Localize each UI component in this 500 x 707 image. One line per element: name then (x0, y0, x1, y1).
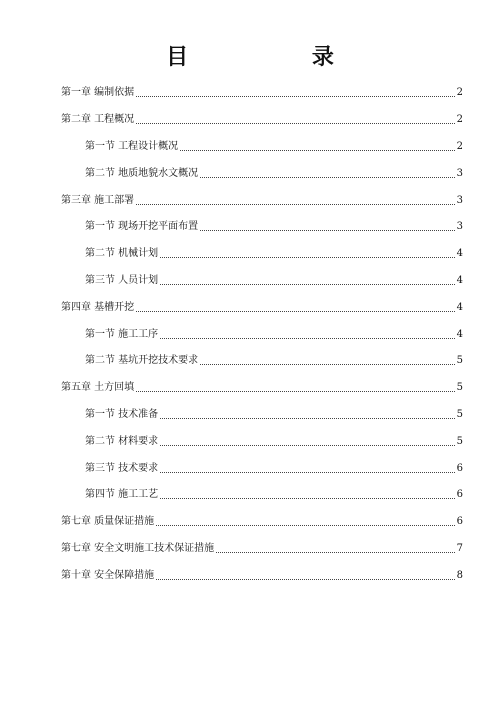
toc-entry-title: 第十章 安全保障措施 (61, 569, 155, 581)
toc-chapter-entry[interactable] (61, 107, 463, 134)
toc-dot-leader (160, 417, 454, 419)
toc-entry-title: 第一节 施工工序 (85, 328, 159, 340)
toc-section-entry[interactable] (61, 321, 463, 348)
toc-entry-title: 第一节 技术准备 (85, 408, 159, 420)
page-title: 目 录 (166, 44, 392, 70)
toc-dot-leader (156, 578, 454, 580)
toc-page-number: 6 (456, 462, 463, 474)
toc-chapter-entry[interactable] (61, 80, 463, 107)
toc-entry-title: 第一节 工程设计概况 (85, 140, 179, 152)
toc-dot-leader (160, 444, 454, 446)
toc-dot-leader (136, 310, 454, 312)
toc-page-number: 5 (456, 382, 463, 394)
toc-page-number: 5 (456, 408, 463, 420)
toc-section-entry[interactable] (61, 268, 463, 295)
toc-page-number: 7 (456, 542, 463, 554)
toc-entry-title: 第三节 技术要求 (85, 462, 159, 474)
toc-chapter-entry[interactable] (61, 536, 463, 563)
toc-entry-title: 第三节 人员计划 (85, 274, 159, 286)
toc-entry-title: 第五章 土方回填 (61, 382, 135, 394)
toc-page-number: 3 (456, 194, 463, 206)
toc-dot-leader (136, 203, 454, 205)
toc-dot-leader (216, 551, 454, 553)
toc-entry-title: 第二节 机械计划 (85, 248, 159, 260)
toc-dot-leader (160, 471, 454, 473)
toc-section-entry[interactable] (61, 482, 463, 509)
toc-page-number: 4 (456, 301, 463, 313)
toc-entry-title: 第二章 工程概况 (61, 114, 135, 126)
toc-entry-title: 第二节 材料要求 (85, 435, 159, 447)
toc-entry-title: 第四节 施工工艺 (85, 489, 159, 501)
toc-page-number: 5 (456, 435, 463, 447)
toc-section-entry[interactable] (61, 348, 463, 375)
toc-page-number: 3 (456, 221, 463, 233)
toc-page-number: 4 (456, 328, 463, 340)
toc-page-number: 5 (456, 355, 463, 367)
table-of-contents (61, 80, 463, 589)
toc-entry-title: 第二节 地质地貌水文概况 (85, 167, 199, 179)
toc-dot-leader (200, 363, 454, 365)
toc-section-entry[interactable] (61, 402, 463, 429)
toc-section-entry[interactable] (61, 160, 463, 187)
toc-page-number: 2 (456, 114, 463, 126)
toc-dot-leader (200, 229, 454, 231)
toc-entry-title: 第二节 基坑开挖技术要求 (85, 355, 199, 367)
toc-chapter-entry[interactable] (61, 375, 463, 402)
toc-chapter-entry[interactable] (61, 187, 463, 214)
toc-page-number: 3 (456, 167, 463, 179)
toc-chapter-entry[interactable] (61, 294, 463, 321)
toc-dot-leader (160, 337, 454, 339)
toc-dot-leader (160, 283, 454, 285)
toc-dot-leader (156, 524, 454, 526)
toc-dot-leader (136, 95, 454, 97)
toc-entry-title: 第三章 施工部署 (61, 194, 135, 206)
toc-dot-leader (160, 256, 454, 258)
toc-chapter-entry[interactable] (61, 562, 463, 589)
toc-section-entry[interactable] (61, 134, 463, 161)
toc-section-entry[interactable] (61, 455, 463, 482)
toc-page-number: 4 (456, 274, 463, 286)
toc-page-number: 6 (456, 516, 463, 528)
toc-dot-leader (136, 390, 454, 392)
toc-page-number: 2 (456, 140, 463, 152)
toc-section-entry[interactable] (61, 428, 463, 455)
toc-page-number: 8 (456, 569, 463, 581)
toc-dot-leader (136, 122, 454, 124)
toc-dot-leader (180, 149, 454, 151)
toc-section-entry[interactable] (61, 241, 463, 268)
toc-chapter-entry[interactable] (61, 509, 463, 536)
toc-page-number: 2 (456, 87, 463, 99)
toc-dot-leader (200, 176, 454, 178)
toc-entry-title: 第七章 安全文明施工技术保证措施 (61, 542, 215, 554)
toc-page-number: 4 (456, 248, 463, 260)
toc-section-entry[interactable] (61, 214, 463, 241)
toc-entry-title: 第七章 质量保证措施 (61, 516, 155, 528)
toc-page-number: 6 (456, 489, 463, 501)
toc-dot-leader (160, 497, 454, 499)
toc-entry-title: 第四章 基槽开挖 (61, 301, 135, 313)
toc-entry-title: 第一章 编制依据 (61, 87, 135, 99)
toc-entry-title: 第一节 现场开挖平面布置 (85, 221, 199, 233)
